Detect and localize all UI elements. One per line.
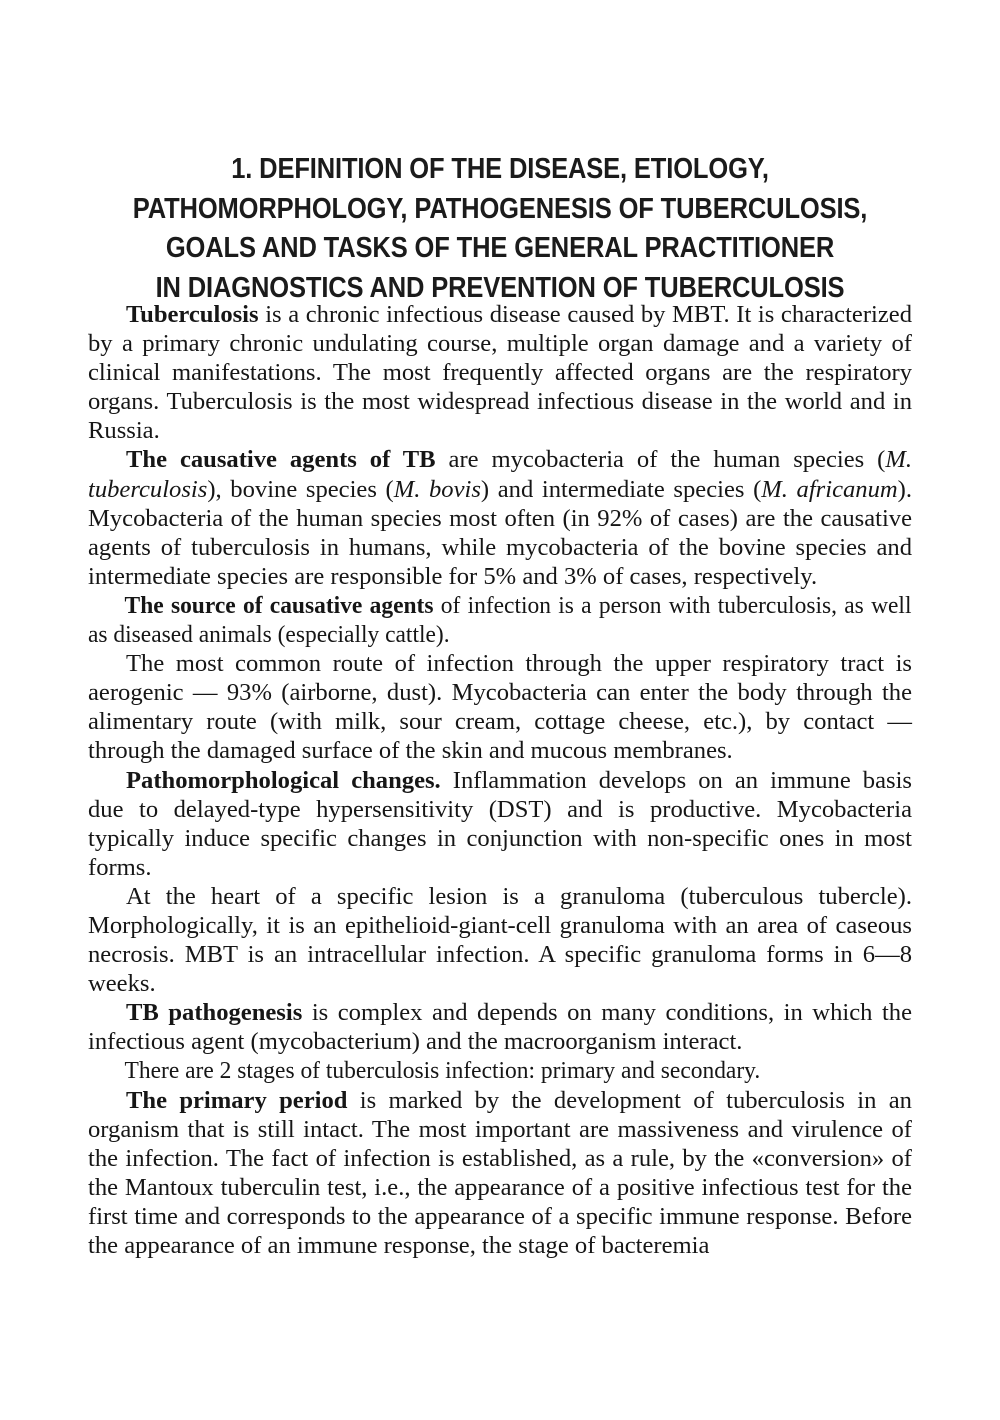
- species-name-tuberculosis: M. tuberculosis: [88, 446, 912, 503]
- paragraph-body: ) and intermediate species (: [480, 475, 762, 503]
- paragraph-body: There are 2 stages of tuberculosis infection: primary and secondary.: [124, 1057, 761, 1085]
- paragraph-causative-agents: [88, 445, 912, 590]
- paragraph-body: ), bovine species (: [207, 475, 394, 503]
- paragraph-body: are mycobacteria of the human species (: [435, 446, 886, 474]
- paragraph-lead-in: The source of causative agents: [124, 591, 434, 619]
- paragraph-lead-in: Tuberculosis: [126, 301, 259, 328]
- paragraph-body: Inflammation develops on an immune basis due to delayed-type hypersensitivity (DST) and is productive. Mycobacteria typically induce specific changes in conjunction with non-specific ones in most forms.: [88, 766, 912, 881]
- paragraph-definition: [88, 300, 912, 445]
- body-text: [88, 300, 912, 1260]
- page-title-line-4: IN DIAGNOSTICS AND PREVENTION OF TUBERCULOSIS: [155, 271, 845, 304]
- paragraph-stages: [88, 1056, 911, 1085]
- paragraph-lead-in: The causative agents of TB: [126, 446, 436, 474]
- paragraph-body: of infection is a person with tuberculosis, as well as diseased animals (especially cattle).: [88, 591, 912, 649]
- paragraph-pathomorphological-changes: [88, 766, 912, 882]
- paragraph-route-of-infection: [88, 649, 912, 765]
- paragraph-body: At the heart of a specific lesion is a granuloma (tuberculous tubercle). Morphologically, it is an epithelioid-giant-cell granuloma with an area of caseous necrosis. MBT is an intracellular infection. A specific granuloma forms in 6—8 weeks.: [88, 882, 912, 998]
- paragraph-body: is a chronic infectious disease caused by MBT. It is characterized by a primary chronic undulating course, multiple organ damage and a variety of clinical manifestations. The most frequently affected organs are the respiratory organs. Tuberculosis is the most widespread infectious disease in the world and in Russia.: [88, 301, 912, 445]
- paragraph-lead-in: TB pathogenesis: [126, 999, 303, 1027]
- paragraph-granuloma: [88, 882, 912, 998]
- species-name-africanum: M. africanum: [761, 475, 898, 503]
- paragraph-body: The most common route of infection through the upper respiratory tract is aerogenic — 93% (airborne, dust). Mycobacteria can enter the body through the alimentary route (with milk, sour cream, cottage cheese, etc.), by contact — through the damaged surface of the skin and mucous membranes.: [88, 650, 912, 765]
- paragraph-body: is marked by the development of tuberculosis in an organism that is still intact. The most important are massiveness and virulence of the infection. The fact of infection is established, as a rule, by the «conversion» of the Mantoux tuberculin test, i.e., the appearance of a positive infectious test for the first time and corresponds to the appearance of a specific immune response. Before the appearance of an immune response, the stage of bacteremia: [88, 1086, 912, 1259]
- paragraph-body: is complex and depends on many conditions, in which the infectious agent (mycobacterium) and the macroorganism interact.: [88, 999, 912, 1056]
- paragraph-tb-pathogenesis: [88, 998, 912, 1056]
- paragraph-primary-period: [88, 1086, 912, 1261]
- paragraph-source-of-agents: [88, 591, 911, 649]
- paragraph-lead-in: Pathomorphological changes.: [126, 766, 441, 794]
- paragraph-body: ). Mycobacteria of the human species most often (in 92% of cases) are the causative agents of tuberculosis in humans, while mycobacteria of the bovine species and intermediate species are responsible for 5% and 3% of cases, respectively.: [88, 475, 912, 590]
- page-title-line-2: PATHOMORPHOLOGY, PATHOGENESIS OF TUBERCULOSIS,: [132, 192, 868, 225]
- page-title-line-3: GOALS AND TASKS OF THE GENERAL PRACTITIONER: [165, 232, 835, 265]
- paragraph-lead-in: The primary period: [126, 1086, 348, 1114]
- species-name-bovis: M. bovis: [393, 475, 481, 503]
- page-title-line-1: 1. DEFINITION OF THE DISEASE, ETIOLOGY,: [231, 153, 769, 186]
- page-title: [131, 150, 868, 308]
